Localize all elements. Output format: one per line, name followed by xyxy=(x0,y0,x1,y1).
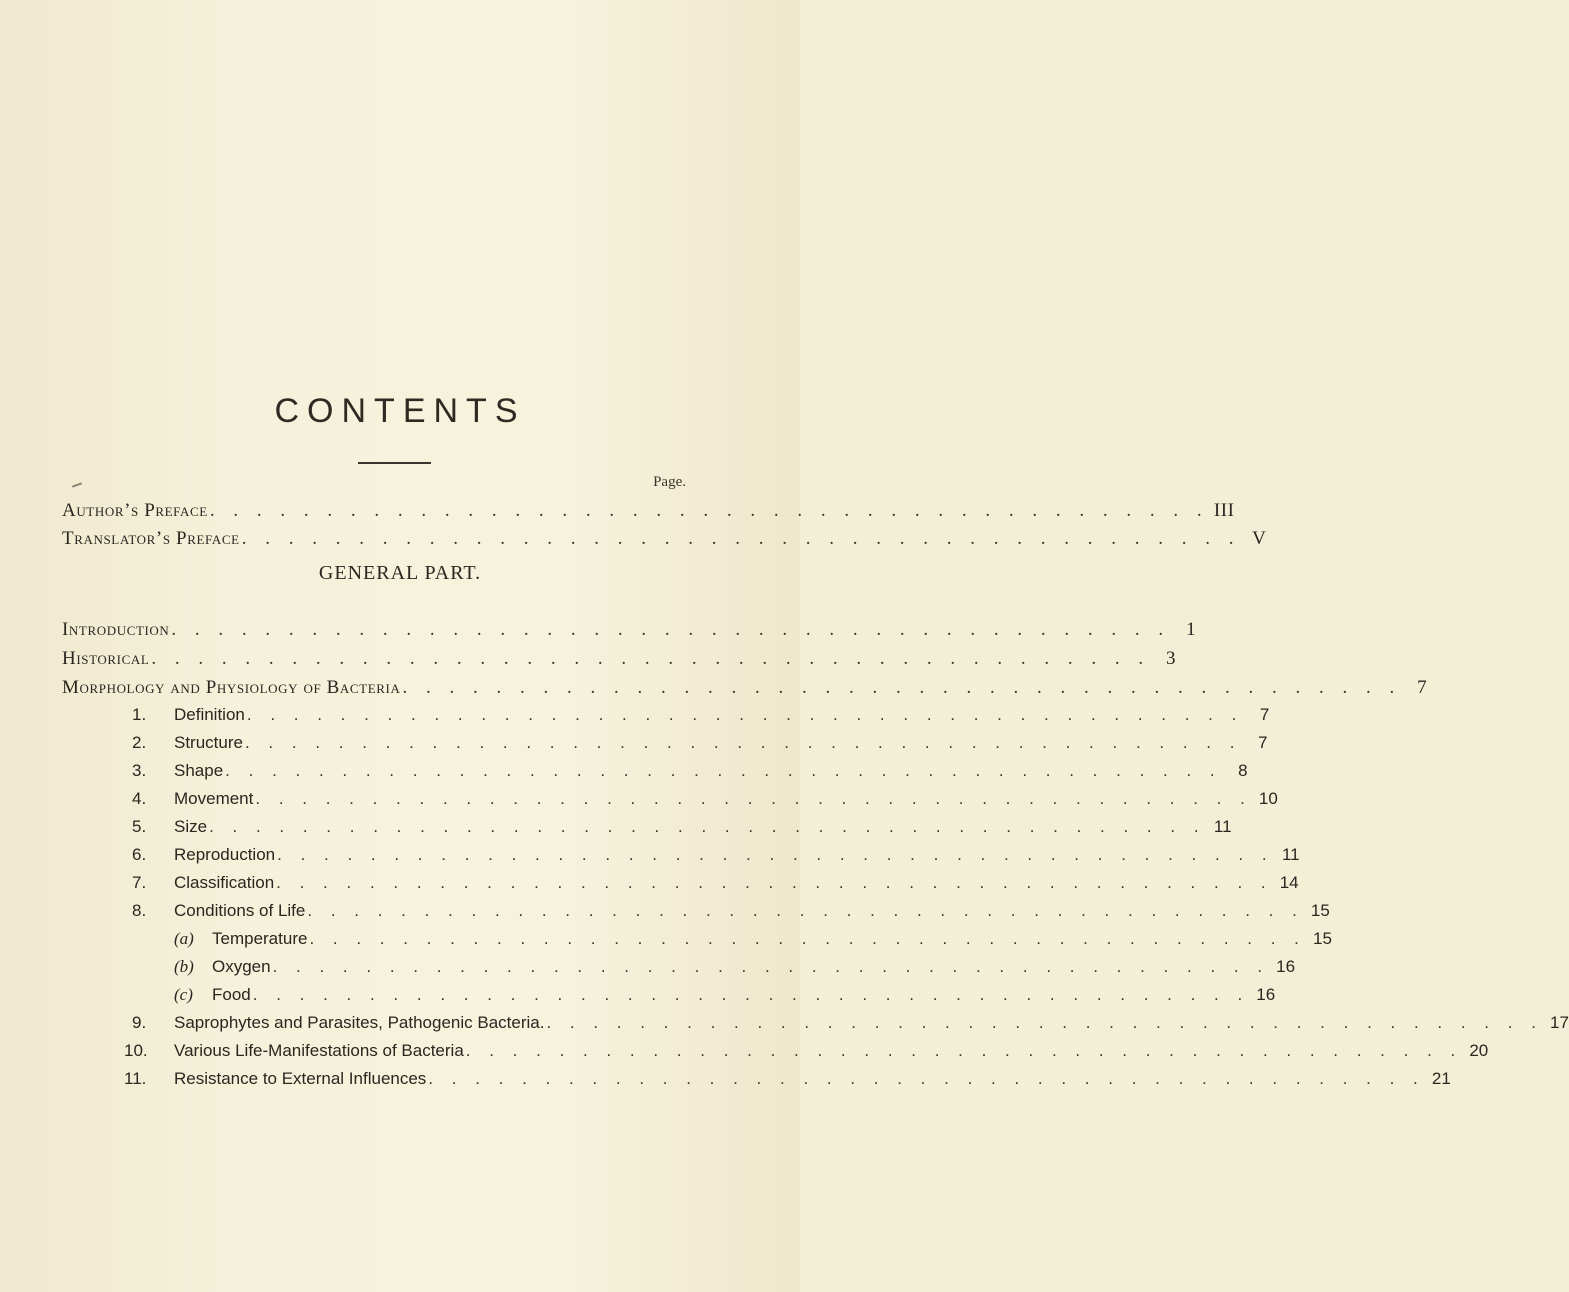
toc-entry-label: Conditions of Life xyxy=(174,901,306,920)
toc-entry-page: 14 xyxy=(1279,873,1299,892)
toc-entry-label: Translator’s Preface xyxy=(62,528,240,549)
toc-entry-number: 2. xyxy=(132,733,147,752)
toc-entry-label: Oxygen xyxy=(212,957,271,976)
toc-entry xyxy=(132,901,1330,921)
toc-entry-page: 7 xyxy=(1257,733,1268,752)
toc-subentry xyxy=(174,957,1296,977)
dot-leader: . . . . . . . . . . . . . . . . . . . . . . . . . . . . . . . . . . . . . . . . . . . xyxy=(546,1013,1543,1032)
toc-entry-page: 11 xyxy=(1213,817,1232,836)
title-rule xyxy=(358,462,431,464)
dot-leader: . . . . . . . . . . . . . . . . . . . . . . . . . . . . . . . . . . . . . . . . . . . xyxy=(209,500,1209,521)
toc-entry xyxy=(132,761,1248,781)
toc-entry xyxy=(124,1041,1489,1061)
toc-entry xyxy=(62,619,1197,641)
toc-entry-number: 7. xyxy=(132,873,147,892)
dot-leader: . . . . . . . . . . . . . . . . . . . . . . . . . . . . . . . . . . . . . . . . . . . xyxy=(225,761,1222,780)
toc-entry-page: 20 xyxy=(1469,1041,1489,1060)
section-heading: GENERAL PART. xyxy=(318,562,482,584)
toc-entry xyxy=(132,789,1278,809)
toc-entry-label: Temperature xyxy=(212,929,308,948)
toc-entry-number: 4. xyxy=(132,789,147,808)
dot-leader: . . . . . . . . . . . . . . . . . . . . . . . . . . . . . . . . . . . . . . . . . . . xyxy=(272,957,1270,976)
dot-leader: . . . . . . . . . . . . . . . . . . . . . . . . . . . . . . . . . . . . . . . . . . . xyxy=(465,1041,1463,1060)
toc-entry xyxy=(132,705,1270,725)
toc-entry-number: 6. xyxy=(132,845,147,864)
toc-subentry xyxy=(174,929,1332,949)
toc-entry-number: 10. xyxy=(124,1041,148,1060)
toc-entry-label: Various Life-Manifestations of Bacteria xyxy=(174,1041,464,1060)
dot-leader: . . . . . . . . . . . . . . . . . . . . . . . . . . . . . . . . . . . . . . . . . . . xyxy=(428,1069,1425,1088)
toc-entry-page: 10 xyxy=(1258,789,1278,808)
dot-leader: . . . . . . . . . . . . . . . . . . . . . . . . . . . . . . . . . . . . . . . . . . . xyxy=(241,528,1241,549)
toc-entry-label: Food xyxy=(212,985,251,1004)
toc-entry-page: 15 xyxy=(1310,901,1330,920)
toc-entry-label: Classification xyxy=(174,873,275,892)
toc-entry-page: 15 xyxy=(1312,929,1332,948)
toc-entry-number: 9. xyxy=(132,1013,147,1032)
toc-entry-page: 3 xyxy=(1166,648,1177,669)
toc-entry-page: 7 xyxy=(1259,705,1270,724)
toc-entry-number: 3. xyxy=(132,761,147,780)
toc-subentry xyxy=(174,985,1276,1005)
toc-entry-page: 7 xyxy=(1417,677,1428,698)
toc-entry-number: 8. xyxy=(132,901,147,920)
toc-entry-page: 16 xyxy=(1276,957,1296,976)
toc-entry xyxy=(62,528,1267,550)
dot-leader: . . . . . . . . . . . . . . . . . . . . . . . . . . . . . . . . . . . . . . . . . . . xyxy=(171,619,1171,640)
toc-entry-number: (a) xyxy=(174,929,194,948)
toc-entry-label: Historical xyxy=(62,648,150,669)
dot-leader: . . . . . . . . . . . . . . . . . . . . . . . . . . . . . . . . . . . . . . . . . . . xyxy=(307,901,1304,920)
toc-entry-page: 21 xyxy=(1431,1069,1451,1088)
toc-entry-number: 5. xyxy=(132,817,147,836)
toc-entry xyxy=(132,873,1299,893)
toc-entry xyxy=(132,817,1232,837)
toc-entry-page: 11 xyxy=(1281,845,1300,864)
dot-leader: . . . . . . . . . . . . . . . . . . . . . . . . . . . . . . . . . . . . . . . . . . . xyxy=(244,733,1242,752)
toc-entry-label: Morphology and Physiology of Bacteria xyxy=(62,677,401,698)
toc-entry-page: 8 xyxy=(1238,761,1248,780)
toc-entry-number: (b) xyxy=(174,957,194,976)
toc-entry-number: 11. xyxy=(124,1069,147,1088)
toc-entry-page: 1 xyxy=(1186,619,1197,640)
toc-entry xyxy=(132,733,1268,753)
toc-entry-page: 17 xyxy=(1550,1013,1569,1032)
dot-leader: . . . . . . . . . . . . . . . . . . . . . . . . . . . . . . . . . . . . . . . . . . . xyxy=(151,648,1151,669)
toc-entry-label: Resistance to External Influences xyxy=(174,1069,427,1088)
dot-leader: . . . . . . . . . . . . . . . . . . . . . . . . . . . . . . . . . . . . . . . . . . . xyxy=(255,789,1252,808)
toc-entry xyxy=(62,648,1177,670)
toc-entry-label: Definition xyxy=(174,705,245,724)
dot-leader: . . . . . . . . . . . . . . . . . . . . . . . . . . . . . . . . . . . . . . . . . . . xyxy=(276,873,1273,892)
toc-entry-label: Author’s Preface xyxy=(62,500,208,521)
toc-entry-number: 1. xyxy=(132,705,147,724)
toc-entry-page: III xyxy=(1213,500,1235,521)
dot-leader: . . . . . . . . . . . . . . . . . . . . . . . . . . . . . . . . . . . . . . . . . . . xyxy=(209,817,1206,836)
ink-mark xyxy=(72,482,82,487)
toc-entry-label: Size xyxy=(174,817,208,836)
toc-entry xyxy=(124,1069,1451,1089)
toc-entry-label: Saprophytes and Parasites, Pathogenic Bacteria. xyxy=(174,1013,545,1032)
toc-entry-label: Structure xyxy=(174,733,243,752)
toc-entry-label: Introduction xyxy=(62,619,170,640)
toc-entry-label: Reproduction xyxy=(174,845,276,864)
toc-entry-number: (c) xyxy=(174,985,193,1004)
dot-leader: . . . . . . . . . . . . . . . . . . . . . . . . . . . . . . . . . . . . . . . . . . . xyxy=(246,705,1244,724)
toc-entry xyxy=(62,677,1428,699)
toc-entry xyxy=(62,500,1235,522)
toc-entry xyxy=(132,845,1300,865)
dot-leader: . . . . . . . . . . . . . . . . . . . . . . . . . . . . . . . . . . . . . . . . . . . xyxy=(277,845,1274,864)
page-title: CONTENTS xyxy=(274,392,526,430)
dot-leader: . . . . . . . . . . . . . . . . . . . . . . . . . . . . . . . . . . . . . . . . . . . xyxy=(402,677,1402,698)
page-column-header: Page. xyxy=(653,474,686,490)
dot-leader: . . . . . . . . . . . . . . . . . . . . . . . . . . . . . . . . . . . . . . . . . . . xyxy=(252,985,1250,1004)
toc-entry-label: Shape xyxy=(174,761,224,780)
toc-entry-page: V xyxy=(1252,528,1267,549)
toc-entry-page: 16 xyxy=(1256,985,1276,1004)
dot-leader: . . . . . . . . . . . . . . . . . . . . . . . . . . . . . . . . . . . . . . . . . . . xyxy=(309,929,1306,948)
toc-entry-label: Movement xyxy=(174,789,254,808)
toc-entry xyxy=(132,1013,1569,1033)
